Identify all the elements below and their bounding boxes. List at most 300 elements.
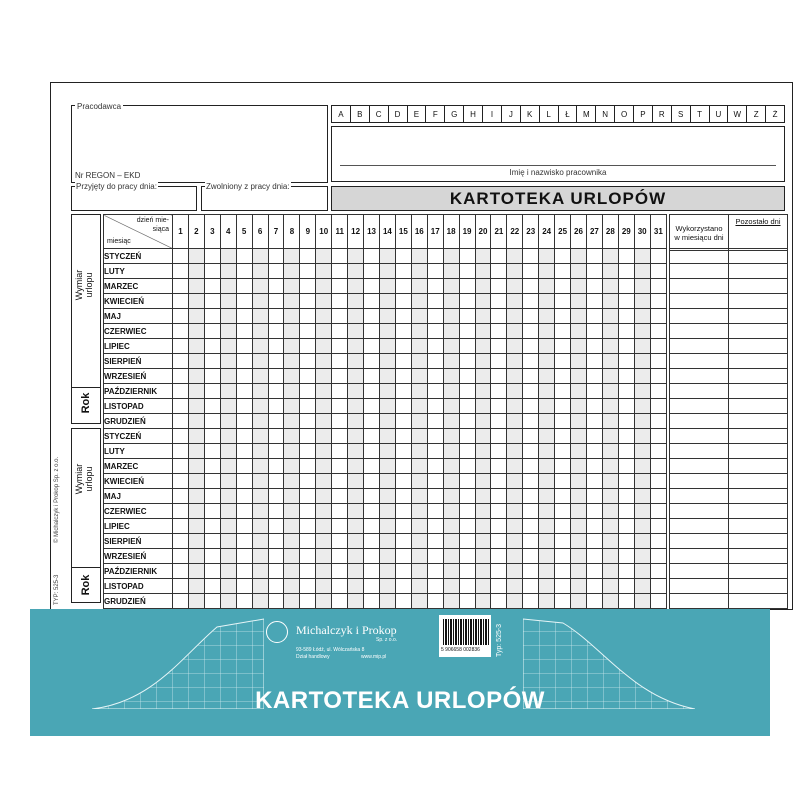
day-cell[interactable] xyxy=(459,309,475,324)
day-cell[interactable] xyxy=(507,279,523,294)
day-cell[interactable] xyxy=(618,564,634,579)
day-cell[interactable] xyxy=(173,294,189,309)
day-cell[interactable] xyxy=(300,534,316,549)
day-cell[interactable] xyxy=(443,309,459,324)
day-cell[interactable] xyxy=(491,414,507,429)
day-cell[interactable] xyxy=(571,504,587,519)
remaining-cell[interactable] xyxy=(729,489,788,504)
day-cell[interactable] xyxy=(523,249,539,264)
day-cell[interactable] xyxy=(236,279,252,294)
day-cell[interactable] xyxy=(602,399,618,414)
day-cell[interactable] xyxy=(539,429,555,444)
day-cell[interactable] xyxy=(236,594,252,609)
day-cell[interactable] xyxy=(539,369,555,384)
day-cell[interactable] xyxy=(650,279,666,294)
day-cell[interactable] xyxy=(236,579,252,594)
day-cell[interactable] xyxy=(300,474,316,489)
used-cell[interactable] xyxy=(670,414,729,429)
day-cell[interactable] xyxy=(395,414,411,429)
day-cell[interactable] xyxy=(491,489,507,504)
remaining-cell[interactable] xyxy=(729,534,788,549)
day-cell[interactable] xyxy=(523,534,539,549)
day-cell[interactable] xyxy=(236,459,252,474)
day-cell[interactable] xyxy=(427,324,443,339)
day-cell[interactable] xyxy=(618,474,634,489)
day-cell[interactable] xyxy=(427,369,443,384)
day-cell[interactable] xyxy=(475,309,491,324)
day-cell[interactable] xyxy=(188,504,204,519)
day-cell[interactable] xyxy=(571,594,587,609)
day-cell[interactable] xyxy=(252,579,268,594)
day-cell[interactable] xyxy=(443,534,459,549)
day-cell[interactable] xyxy=(459,534,475,549)
day-cell[interactable] xyxy=(204,519,220,534)
day-cell[interactable] xyxy=(364,414,380,429)
day-cell[interactable] xyxy=(571,534,587,549)
day-cell[interactable] xyxy=(173,324,189,339)
used-cell[interactable] xyxy=(670,384,729,399)
day-cell[interactable] xyxy=(220,369,236,384)
day-cell[interactable] xyxy=(443,504,459,519)
day-cell[interactable] xyxy=(236,324,252,339)
day-cell[interactable] xyxy=(634,294,650,309)
day-cell[interactable] xyxy=(427,264,443,279)
used-cell[interactable] xyxy=(670,429,729,444)
day-cell[interactable] xyxy=(491,429,507,444)
day-cell[interactable] xyxy=(602,564,618,579)
day-cell[interactable] xyxy=(634,534,650,549)
day-cell[interactable] xyxy=(634,399,650,414)
day-cell[interactable] xyxy=(236,444,252,459)
day-cell[interactable] xyxy=(555,429,571,444)
day-cell[interactable] xyxy=(379,489,395,504)
day-cell[interactable] xyxy=(491,339,507,354)
day-cell[interactable] xyxy=(268,294,284,309)
day-cell[interactable] xyxy=(507,474,523,489)
day-cell[interactable] xyxy=(634,249,650,264)
remaining-cell[interactable] xyxy=(729,579,788,594)
day-cell[interactable] xyxy=(268,594,284,609)
day-cell[interactable] xyxy=(571,414,587,429)
day-cell[interactable] xyxy=(220,579,236,594)
day-cell[interactable] xyxy=(268,369,284,384)
day-cell[interactable] xyxy=(602,549,618,564)
day-cell[interactable] xyxy=(173,399,189,414)
day-cell[interactable] xyxy=(411,369,427,384)
remaining-cell[interactable] xyxy=(729,549,788,564)
used-cell[interactable] xyxy=(670,474,729,489)
day-cell[interactable] xyxy=(618,594,634,609)
day-cell[interactable] xyxy=(268,384,284,399)
day-cell[interactable] xyxy=(348,564,364,579)
day-cell[interactable] xyxy=(602,534,618,549)
day-cell[interactable] xyxy=(364,549,380,564)
day-cell[interactable] xyxy=(204,549,220,564)
day-cell[interactable] xyxy=(395,249,411,264)
day-cell[interactable] xyxy=(188,399,204,414)
day-cell[interactable] xyxy=(395,429,411,444)
day-cell[interactable] xyxy=(602,504,618,519)
day-cell[interactable] xyxy=(348,354,364,369)
day-cell[interactable] xyxy=(348,579,364,594)
day-cell[interactable] xyxy=(539,549,555,564)
used-cell[interactable] xyxy=(670,264,729,279)
day-cell[interactable] xyxy=(284,459,300,474)
day-cell[interactable] xyxy=(586,369,602,384)
day-cell[interactable] xyxy=(379,369,395,384)
day-cell[interactable] xyxy=(571,309,587,324)
day-cell[interactable] xyxy=(634,444,650,459)
day-cell[interactable] xyxy=(173,444,189,459)
day-cell[interactable] xyxy=(555,549,571,564)
day-cell[interactable] xyxy=(602,354,618,369)
day-cell[interactable] xyxy=(491,579,507,594)
day-cell[interactable] xyxy=(268,459,284,474)
day-cell[interactable] xyxy=(571,369,587,384)
day-cell[interactable] xyxy=(427,399,443,414)
day-cell[interactable] xyxy=(173,504,189,519)
day-cell[interactable] xyxy=(411,399,427,414)
day-cell[interactable] xyxy=(539,279,555,294)
day-cell[interactable] xyxy=(555,534,571,549)
day-cell[interactable] xyxy=(650,414,666,429)
day-cell[interactable] xyxy=(204,384,220,399)
day-cell[interactable] xyxy=(427,294,443,309)
day-cell[interactable] xyxy=(650,264,666,279)
day-cell[interactable] xyxy=(427,459,443,474)
day-cell[interactable] xyxy=(268,354,284,369)
day-cell[interactable] xyxy=(586,339,602,354)
day-cell[interactable] xyxy=(173,429,189,444)
day-cell[interactable] xyxy=(220,414,236,429)
day-cell[interactable] xyxy=(316,519,332,534)
remaining-cell[interactable] xyxy=(729,324,788,339)
day-cell[interactable] xyxy=(507,384,523,399)
day-cell[interactable] xyxy=(332,519,348,534)
day-cell[interactable] xyxy=(586,564,602,579)
day-cell[interactable] xyxy=(252,324,268,339)
day-cell[interactable] xyxy=(316,294,332,309)
day-cell[interactable] xyxy=(571,444,587,459)
day-cell[interactable] xyxy=(173,309,189,324)
day-cell[interactable] xyxy=(475,384,491,399)
day-cell[interactable] xyxy=(395,444,411,459)
day-cell[interactable] xyxy=(220,264,236,279)
day-cell[interactable] xyxy=(411,534,427,549)
day-cell[interactable] xyxy=(173,519,189,534)
day-cell[interactable] xyxy=(220,444,236,459)
day-cell[interactable] xyxy=(188,354,204,369)
day-cell[interactable] xyxy=(555,354,571,369)
day-cell[interactable] xyxy=(491,504,507,519)
day-cell[interactable] xyxy=(379,534,395,549)
remaining-cell[interactable] xyxy=(729,564,788,579)
day-cell[interactable] xyxy=(523,294,539,309)
day-cell[interactable] xyxy=(348,489,364,504)
day-cell[interactable] xyxy=(491,474,507,489)
day-cell[interactable] xyxy=(379,519,395,534)
day-cell[interactable] xyxy=(316,549,332,564)
day-cell[interactable] xyxy=(523,429,539,444)
day-cell[interactable] xyxy=(443,489,459,504)
day-cell[interactable] xyxy=(300,294,316,309)
day-cell[interactable] xyxy=(348,294,364,309)
day-cell[interactable] xyxy=(443,384,459,399)
day-cell[interactable] xyxy=(443,294,459,309)
day-cell[interactable] xyxy=(634,369,650,384)
day-cell[interactable] xyxy=(173,369,189,384)
day-cell[interactable] xyxy=(236,354,252,369)
remaining-cell[interactable] xyxy=(729,474,788,489)
day-cell[interactable] xyxy=(539,579,555,594)
day-cell[interactable] xyxy=(411,594,427,609)
day-cell[interactable] xyxy=(364,564,380,579)
day-cell[interactable] xyxy=(284,444,300,459)
day-cell[interactable] xyxy=(650,489,666,504)
day-cell[interactable] xyxy=(284,519,300,534)
day-cell[interactable] xyxy=(220,384,236,399)
day-cell[interactable] xyxy=(332,489,348,504)
day-cell[interactable] xyxy=(173,414,189,429)
day-cell[interactable] xyxy=(332,294,348,309)
day-cell[interactable] xyxy=(204,279,220,294)
day-cell[interactable] xyxy=(507,369,523,384)
used-cell[interactable] xyxy=(670,369,729,384)
day-cell[interactable] xyxy=(268,249,284,264)
day-cell[interactable] xyxy=(411,279,427,294)
day-cell[interactable] xyxy=(634,579,650,594)
day-cell[interactable] xyxy=(236,549,252,564)
day-cell[interactable] xyxy=(650,384,666,399)
day-cell[interactable] xyxy=(220,399,236,414)
day-cell[interactable] xyxy=(188,369,204,384)
day-cell[interactable] xyxy=(507,429,523,444)
day-cell[interactable] xyxy=(427,429,443,444)
day-cell[interactable] xyxy=(650,504,666,519)
day-cell[interactable] xyxy=(475,249,491,264)
day-cell[interactable] xyxy=(555,249,571,264)
day-cell[interactable] xyxy=(650,294,666,309)
day-cell[interactable] xyxy=(586,444,602,459)
day-cell[interactable] xyxy=(411,294,427,309)
day-cell[interactable] xyxy=(411,459,427,474)
day-cell[interactable] xyxy=(284,339,300,354)
day-cell[interactable] xyxy=(220,489,236,504)
day-cell[interactable] xyxy=(459,519,475,534)
day-cell[interactable] xyxy=(634,414,650,429)
day-cell[interactable] xyxy=(252,339,268,354)
day-cell[interactable] xyxy=(475,294,491,309)
day-cell[interactable] xyxy=(188,594,204,609)
day-cell[interactable] xyxy=(300,279,316,294)
day-cell[interactable] xyxy=(364,444,380,459)
day-cell[interactable] xyxy=(284,324,300,339)
day-cell[interactable] xyxy=(173,549,189,564)
day-cell[interactable] xyxy=(618,459,634,474)
day-cell[interactable] xyxy=(188,429,204,444)
day-cell[interactable] xyxy=(332,354,348,369)
day-cell[interactable] xyxy=(650,459,666,474)
day-cell[interactable] xyxy=(475,489,491,504)
day-cell[interactable] xyxy=(586,519,602,534)
day-cell[interactable] xyxy=(220,339,236,354)
day-cell[interactable] xyxy=(427,444,443,459)
day-cell[interactable] xyxy=(618,384,634,399)
day-cell[interactable] xyxy=(316,354,332,369)
day-cell[interactable] xyxy=(379,459,395,474)
day-cell[interactable] xyxy=(364,534,380,549)
day-cell[interactable] xyxy=(555,414,571,429)
day-cell[interactable] xyxy=(236,564,252,579)
day-cell[interactable] xyxy=(379,294,395,309)
day-cell[interactable] xyxy=(364,249,380,264)
day-cell[interactable] xyxy=(220,279,236,294)
day-cell[interactable] xyxy=(634,549,650,564)
day-cell[interactable] xyxy=(475,354,491,369)
day-cell[interactable] xyxy=(491,594,507,609)
day-cell[interactable] xyxy=(539,594,555,609)
day-cell[interactable] xyxy=(252,489,268,504)
day-cell[interactable] xyxy=(332,249,348,264)
day-cell[interactable] xyxy=(475,429,491,444)
day-cell[interactable] xyxy=(618,429,634,444)
day-cell[interactable] xyxy=(236,489,252,504)
day-cell[interactable] xyxy=(364,579,380,594)
day-cell[interactable] xyxy=(173,249,189,264)
day-cell[interactable] xyxy=(634,339,650,354)
day-cell[interactable] xyxy=(268,429,284,444)
remaining-cell[interactable] xyxy=(729,384,788,399)
day-cell[interactable] xyxy=(411,264,427,279)
day-cell[interactable] xyxy=(618,249,634,264)
day-cell[interactable] xyxy=(236,429,252,444)
day-cell[interactable] xyxy=(395,534,411,549)
day-cell[interactable] xyxy=(300,264,316,279)
day-cell[interactable] xyxy=(586,474,602,489)
day-cell[interactable] xyxy=(650,564,666,579)
day-cell[interactable] xyxy=(507,579,523,594)
day-cell[interactable] xyxy=(586,534,602,549)
day-cell[interactable] xyxy=(364,324,380,339)
day-cell[interactable] xyxy=(507,399,523,414)
day-cell[interactable] xyxy=(491,549,507,564)
day-cell[interactable] xyxy=(252,459,268,474)
day-cell[interactable] xyxy=(364,309,380,324)
day-cell[interactable] xyxy=(364,474,380,489)
day-cell[interactable] xyxy=(332,369,348,384)
day-cell[interactable] xyxy=(443,249,459,264)
day-cell[interactable] xyxy=(395,564,411,579)
day-cell[interactable] xyxy=(252,264,268,279)
day-cell[interactable] xyxy=(348,474,364,489)
day-cell[interactable] xyxy=(411,519,427,534)
day-cell[interactable] xyxy=(220,549,236,564)
day-cell[interactable] xyxy=(618,279,634,294)
day-cell[interactable] xyxy=(650,324,666,339)
day-cell[interactable] xyxy=(188,474,204,489)
day-cell[interactable] xyxy=(650,444,666,459)
remaining-cell[interactable] xyxy=(729,429,788,444)
day-cell[interactable] xyxy=(523,579,539,594)
day-cell[interactable] xyxy=(427,564,443,579)
day-cell[interactable] xyxy=(236,534,252,549)
day-cell[interactable] xyxy=(618,504,634,519)
day-cell[interactable] xyxy=(523,279,539,294)
day-cell[interactable] xyxy=(427,534,443,549)
used-cell[interactable] xyxy=(670,279,729,294)
day-cell[interactable] xyxy=(252,564,268,579)
day-cell[interactable] xyxy=(188,249,204,264)
day-cell[interactable] xyxy=(411,339,427,354)
day-cell[interactable] xyxy=(586,414,602,429)
day-cell[interactable] xyxy=(459,579,475,594)
day-cell[interactable] xyxy=(443,399,459,414)
day-cell[interactable] xyxy=(220,429,236,444)
day-cell[interactable] xyxy=(443,369,459,384)
day-cell[interactable] xyxy=(173,534,189,549)
day-cell[interactable] xyxy=(364,294,380,309)
day-cell[interactable] xyxy=(650,549,666,564)
day-cell[interactable] xyxy=(586,549,602,564)
day-cell[interactable] xyxy=(475,399,491,414)
used-cell[interactable] xyxy=(670,564,729,579)
day-cell[interactable] xyxy=(443,279,459,294)
day-cell[interactable] xyxy=(188,489,204,504)
day-cell[interactable] xyxy=(252,549,268,564)
day-cell[interactable] xyxy=(348,264,364,279)
day-cell[interactable] xyxy=(602,594,618,609)
day-cell[interactable] xyxy=(459,324,475,339)
day-cell[interactable] xyxy=(475,549,491,564)
day-cell[interactable] xyxy=(475,474,491,489)
day-cell[interactable] xyxy=(443,444,459,459)
day-cell[interactable] xyxy=(300,444,316,459)
day-cell[interactable] xyxy=(491,384,507,399)
day-cell[interactable] xyxy=(252,414,268,429)
day-cell[interactable] xyxy=(507,444,523,459)
day-cell[interactable] xyxy=(523,264,539,279)
day-cell[interactable] xyxy=(268,504,284,519)
day-cell[interactable] xyxy=(634,474,650,489)
day-cell[interactable] xyxy=(618,549,634,564)
day-cell[interactable] xyxy=(618,534,634,549)
day-cell[interactable] xyxy=(427,249,443,264)
day-cell[interactable] xyxy=(555,564,571,579)
day-cell[interactable] xyxy=(618,354,634,369)
day-cell[interactable] xyxy=(284,249,300,264)
day-cell[interactable] xyxy=(379,429,395,444)
day-cell[interactable] xyxy=(284,504,300,519)
day-cell[interactable] xyxy=(188,549,204,564)
day-cell[interactable] xyxy=(379,549,395,564)
day-cell[interactable] xyxy=(650,474,666,489)
day-cell[interactable] xyxy=(650,399,666,414)
day-cell[interactable] xyxy=(348,504,364,519)
day-cell[interactable] xyxy=(602,489,618,504)
day-cell[interactable] xyxy=(252,294,268,309)
day-cell[interactable] xyxy=(316,444,332,459)
day-cell[interactable] xyxy=(204,459,220,474)
day-cell[interactable] xyxy=(332,579,348,594)
used-cell[interactable] xyxy=(670,579,729,594)
day-cell[interactable] xyxy=(316,414,332,429)
day-cell[interactable] xyxy=(300,354,316,369)
day-cell[interactable] xyxy=(427,594,443,609)
day-cell[interactable] xyxy=(427,384,443,399)
day-cell[interactable] xyxy=(571,249,587,264)
day-cell[interactable] xyxy=(618,444,634,459)
day-cell[interactable] xyxy=(491,444,507,459)
